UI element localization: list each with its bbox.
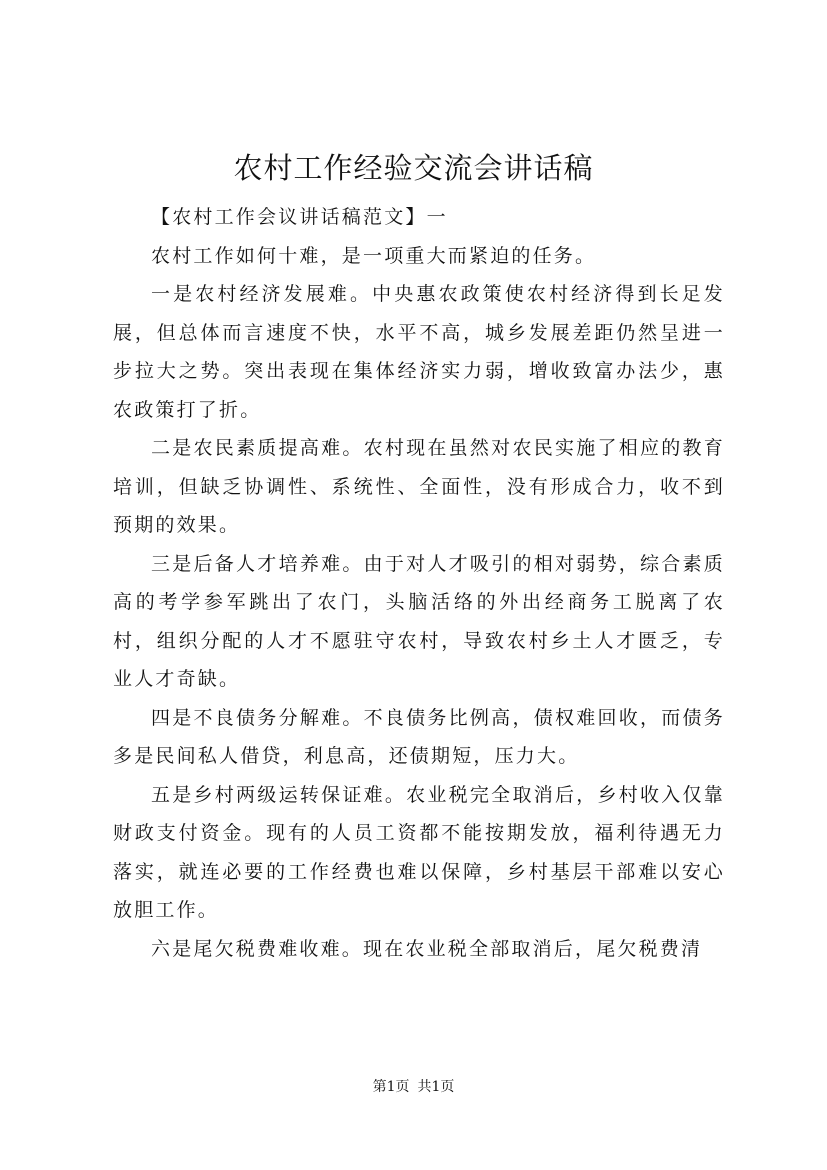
paragraph: 二是农民素质提高难。农村现在虽然对农民实施了相应的教育培训，但缺乏协调性、系统性、全面性，没有形成合力，收不到预期的效果。: [113, 437, 725, 536]
page-footer: [0, 1077, 827, 1097]
paragraph: 三是后备人才培养难。由于对人才吸引的相对弱势，综合素质高的考学参军跳出了农门，头脑活络的外出经商务工脱离了农村，组织分配的人才不愿驻守农村，导致农村乡土人才匮乏，专业人才奇缺。: [113, 552, 725, 690]
document-title: 农村工作经验交流会讲话稿: [233, 151, 594, 185]
paragraph: 五是乡村两级运转保证难。农业税完全取消后，乡村收入仅靠财政支付资金。现有的人员工资都不能按期发放，福利待遇无力落实，就连必要的工作经费也难以保障，乡村基层干部难以安心放胆工作。: [113, 783, 725, 921]
paragraph: 一是农村经济发展难。中央惠农政策使农村经济得到长足发展，但总体而言速度不快，水平不高，城乡发展差距仍然呈进一步拉大之势。突出表现在集体经济实力弱，增收致富办法少，惠农政策打了折。: [113, 283, 725, 421]
paragraph: 四是不良债务分解难。不良债务比例高，债权难回收，而债务多是民间私人借贷，利息高，还债期短，压力大。: [113, 706, 725, 767]
paragraph: 六是尾欠税费难收难。现在农业税全部取消后，尾欠税费清: [151, 937, 703, 960]
page-total: 共1页: [417, 1079, 455, 1095]
document-body: [113, 198, 725, 968]
paragraph: 【农村工作会议讲话稿范文】一: [151, 206, 448, 228]
paragraph: 农村工作如何十难，是一项重大而紧迫的任务。: [151, 244, 597, 267]
page-number: 第1页: [372, 1079, 410, 1095]
